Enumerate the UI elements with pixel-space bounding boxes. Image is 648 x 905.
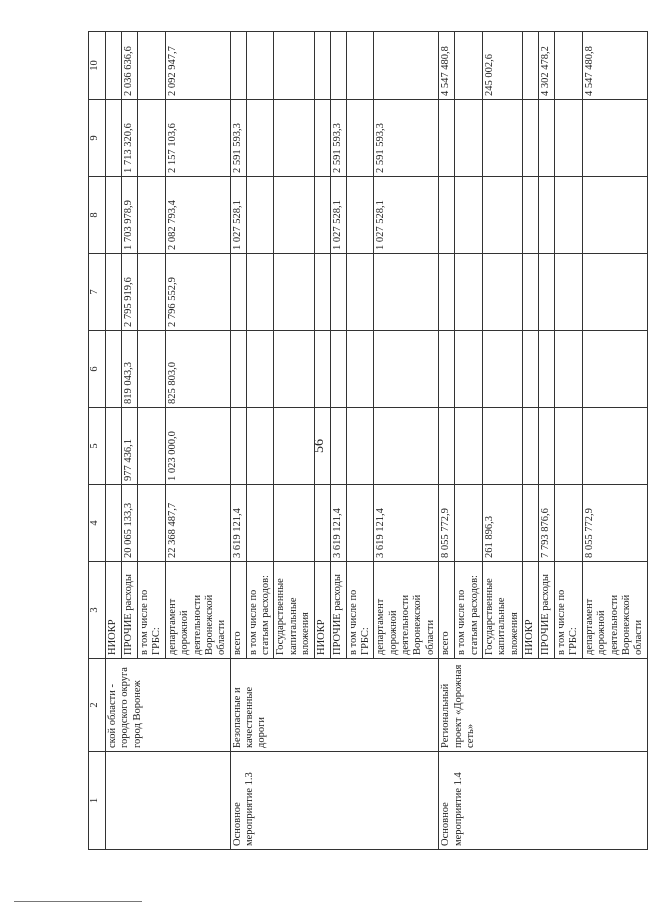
value-cell — [523, 485, 539, 562]
value-cell — [330, 32, 346, 100]
expense-category-cell: департамент дорожной деятельности Воронежской области — [582, 562, 647, 659]
value-cell — [138, 177, 166, 254]
value-cell — [582, 100, 647, 177]
value-cell — [230, 331, 246, 408]
expense-category-cell: департамент дорожной деятельности Воронежской области — [165, 562, 230, 659]
column-number: 4 — [89, 485, 106, 562]
value-cell — [314, 32, 330, 100]
expense-category-cell: ПРОЧИЕ расходы — [122, 562, 138, 659]
value-cell — [539, 408, 555, 485]
value-cell — [274, 331, 314, 408]
value-cell — [106, 100, 122, 177]
value-cell: 977 436,1 — [122, 408, 138, 485]
value-cell: 1 027 528,1 — [374, 177, 439, 254]
project-name-cell: ской области - городского округа город Воронеж — [106, 659, 231, 752]
value-cell — [246, 485, 274, 562]
footnote-divider — [14, 901, 142, 902]
value-cell — [138, 32, 166, 100]
value-cell — [106, 254, 122, 331]
value-cell: 825 803,0 — [165, 331, 230, 408]
value-cell — [482, 331, 522, 408]
value-cell — [555, 177, 583, 254]
table-row — [230, 32, 246, 850]
column-number: 2 — [89, 659, 106, 752]
page-number: 56 — [312, 439, 327, 453]
value-cell — [346, 485, 374, 562]
expense-category-cell: департамент дорожной деятельности Воронежской области — [374, 562, 439, 659]
value-cell: 2 082 793,4 — [165, 177, 230, 254]
value-cell — [539, 100, 555, 177]
value-cell — [314, 254, 330, 331]
value-cell: 2 591 593,3 — [330, 100, 346, 177]
value-cell — [346, 100, 374, 177]
value-cell — [555, 485, 583, 562]
value-cell: 2 796 552,9 — [165, 254, 230, 331]
value-cell — [246, 254, 274, 331]
value-cell: 3 619 121,4 — [230, 485, 246, 562]
value-cell — [539, 177, 555, 254]
value-cell — [274, 32, 314, 100]
value-cell: 2 157 103,6 — [165, 100, 230, 177]
column-number: 3 — [89, 562, 106, 659]
value-cell — [374, 32, 439, 100]
value-cell — [314, 177, 330, 254]
value-cell — [555, 408, 583, 485]
value-cell — [246, 331, 274, 408]
value-cell — [523, 331, 539, 408]
value-cell — [138, 254, 166, 331]
value-cell — [523, 254, 539, 331]
column-number: 5 — [89, 408, 106, 485]
expense-category-cell: ПРОЧИЕ расходы — [330, 562, 346, 659]
table-row — [439, 32, 455, 850]
value-cell — [138, 331, 166, 408]
expense-category-cell: в том числе по ГРБС: — [138, 562, 166, 659]
value-cell — [106, 177, 122, 254]
value-cell — [455, 254, 483, 331]
value-cell — [230, 32, 246, 100]
value-cell — [314, 485, 330, 562]
project-name-cell: Региональный проект «Дорожная сеть» — [439, 659, 648, 752]
value-cell — [455, 331, 483, 408]
expense-category-cell: Государственные капитальные вложения — [482, 562, 522, 659]
value-cell — [106, 331, 122, 408]
value-cell — [138, 408, 166, 485]
value-cell — [455, 177, 483, 254]
value-cell — [582, 331, 647, 408]
value-cell — [455, 100, 483, 177]
value-cell — [439, 177, 455, 254]
value-cell — [274, 485, 314, 562]
column-number-row — [89, 32, 106, 850]
table-row — [106, 32, 122, 850]
value-cell — [106, 32, 122, 100]
value-cell: 1 027 528,1 — [230, 177, 246, 254]
value-cell: 2 036 636,6 — [122, 32, 138, 100]
value-cell — [482, 408, 522, 485]
activity-cell: Основное мероприятие 1.3 — [230, 752, 439, 850]
value-cell — [439, 408, 455, 485]
value-cell: 3 619 121,4 — [374, 485, 439, 562]
value-cell — [455, 32, 483, 100]
value-cell — [523, 100, 539, 177]
value-cell — [374, 331, 439, 408]
value-cell: 1 027 528,1 — [330, 177, 346, 254]
value-cell: 261 896,3 — [482, 485, 522, 562]
budget-table — [88, 31, 648, 850]
value-cell — [555, 32, 583, 100]
value-cell: 8 055 772,9 — [439, 485, 455, 562]
expense-category-cell: Государственные капитальные вложения — [274, 562, 314, 659]
value-cell — [374, 254, 439, 331]
value-cell: 1 023 000,0 — [165, 408, 230, 485]
value-cell: 245 002,6 — [482, 32, 522, 100]
value-cell — [138, 485, 166, 562]
value-cell: 4 547 480,8 — [439, 32, 455, 100]
value-cell: 4 547 480,8 — [582, 32, 647, 100]
value-cell: 2 092 947,7 — [165, 32, 230, 100]
value-cell — [439, 254, 455, 331]
value-cell: 4 302 478,2 — [539, 32, 555, 100]
value-cell — [274, 254, 314, 331]
expense-category-cell: НИОКР — [523, 562, 539, 659]
value-cell: 22 368 487,7 — [165, 485, 230, 562]
value-cell — [314, 100, 330, 177]
value-cell — [482, 100, 522, 177]
value-cell — [539, 331, 555, 408]
value-cell — [555, 100, 583, 177]
project-name-cell: Безопасные и качественные дороги — [230, 659, 439, 752]
value-cell — [246, 100, 274, 177]
value-cell: 2 795 919,6 — [122, 254, 138, 331]
value-cell — [330, 254, 346, 331]
value-cell: 7 793 876,6 — [539, 485, 555, 562]
expense-category-cell: ПРОЧИЕ расходы — [539, 562, 555, 659]
activity-cell: Основное мероприятие 1.4 — [439, 752, 648, 850]
value-cell — [439, 100, 455, 177]
value-cell — [439, 331, 455, 408]
value-cell — [455, 485, 483, 562]
column-number: 8 — [89, 177, 106, 254]
value-cell: 1 703 978,9 — [122, 177, 138, 254]
value-cell: 3 619 121,4 — [330, 485, 346, 562]
column-number: 9 — [89, 100, 106, 177]
value-cell — [482, 177, 522, 254]
value-cell — [138, 100, 166, 177]
column-number: 10 — [89, 32, 106, 100]
value-cell — [246, 408, 274, 485]
expense-category-cell: в том числе по ГРБС: — [555, 562, 583, 659]
value-cell — [106, 408, 122, 485]
value-cell — [314, 408, 330, 485]
value-cell — [346, 32, 374, 100]
expense-category-cell: в том числе по ГРБС: — [346, 562, 374, 659]
value-cell: 819 043,3 — [122, 331, 138, 408]
value-cell — [582, 408, 647, 485]
column-number: 6 — [89, 331, 106, 408]
value-cell — [346, 254, 374, 331]
value-cell: 8 055 772,9 — [582, 485, 647, 562]
value-cell — [523, 32, 539, 100]
value-cell — [314, 331, 330, 408]
value-cell — [246, 32, 274, 100]
value-cell — [330, 331, 346, 408]
value-cell — [582, 177, 647, 254]
value-cell — [246, 177, 274, 254]
column-number: 7 — [89, 254, 106, 331]
activity-cell — [106, 752, 231, 850]
column-number: 1 — [89, 752, 106, 850]
value-cell — [374, 408, 439, 485]
value-cell — [582, 254, 647, 331]
value-cell — [274, 408, 314, 485]
value-cell — [106, 485, 122, 562]
expense-category-cell: НИОКР — [106, 562, 122, 659]
value-cell — [274, 177, 314, 254]
value-cell — [539, 254, 555, 331]
expense-category-cell: НИОКР — [314, 562, 330, 659]
expense-category-cell: в том числе по статьям расходов: — [246, 562, 274, 659]
value-cell: 1 713 320,6 — [122, 100, 138, 177]
expense-category-cell: в том числе по статьям расходов: — [455, 562, 483, 659]
value-cell — [523, 408, 539, 485]
value-cell — [555, 254, 583, 331]
value-cell — [523, 177, 539, 254]
value-cell: 2 591 593,3 — [230, 100, 246, 177]
value-cell — [274, 100, 314, 177]
table-body — [106, 32, 648, 850]
value-cell — [482, 254, 522, 331]
value-cell — [346, 331, 374, 408]
value-cell: 20 065 133,3 — [122, 485, 138, 562]
value-cell — [455, 408, 483, 485]
value-cell — [330, 408, 346, 485]
expense-category-cell: всего — [439, 562, 455, 659]
rotated-table-container — [88, 32, 645, 850]
value-cell — [555, 331, 583, 408]
value-cell — [346, 408, 374, 485]
value-cell — [230, 254, 246, 331]
value-cell: 2 591 593,3 — [374, 100, 439, 177]
value-cell — [346, 177, 374, 254]
value-cell — [230, 408, 246, 485]
expense-category-cell: всего — [230, 562, 246, 659]
